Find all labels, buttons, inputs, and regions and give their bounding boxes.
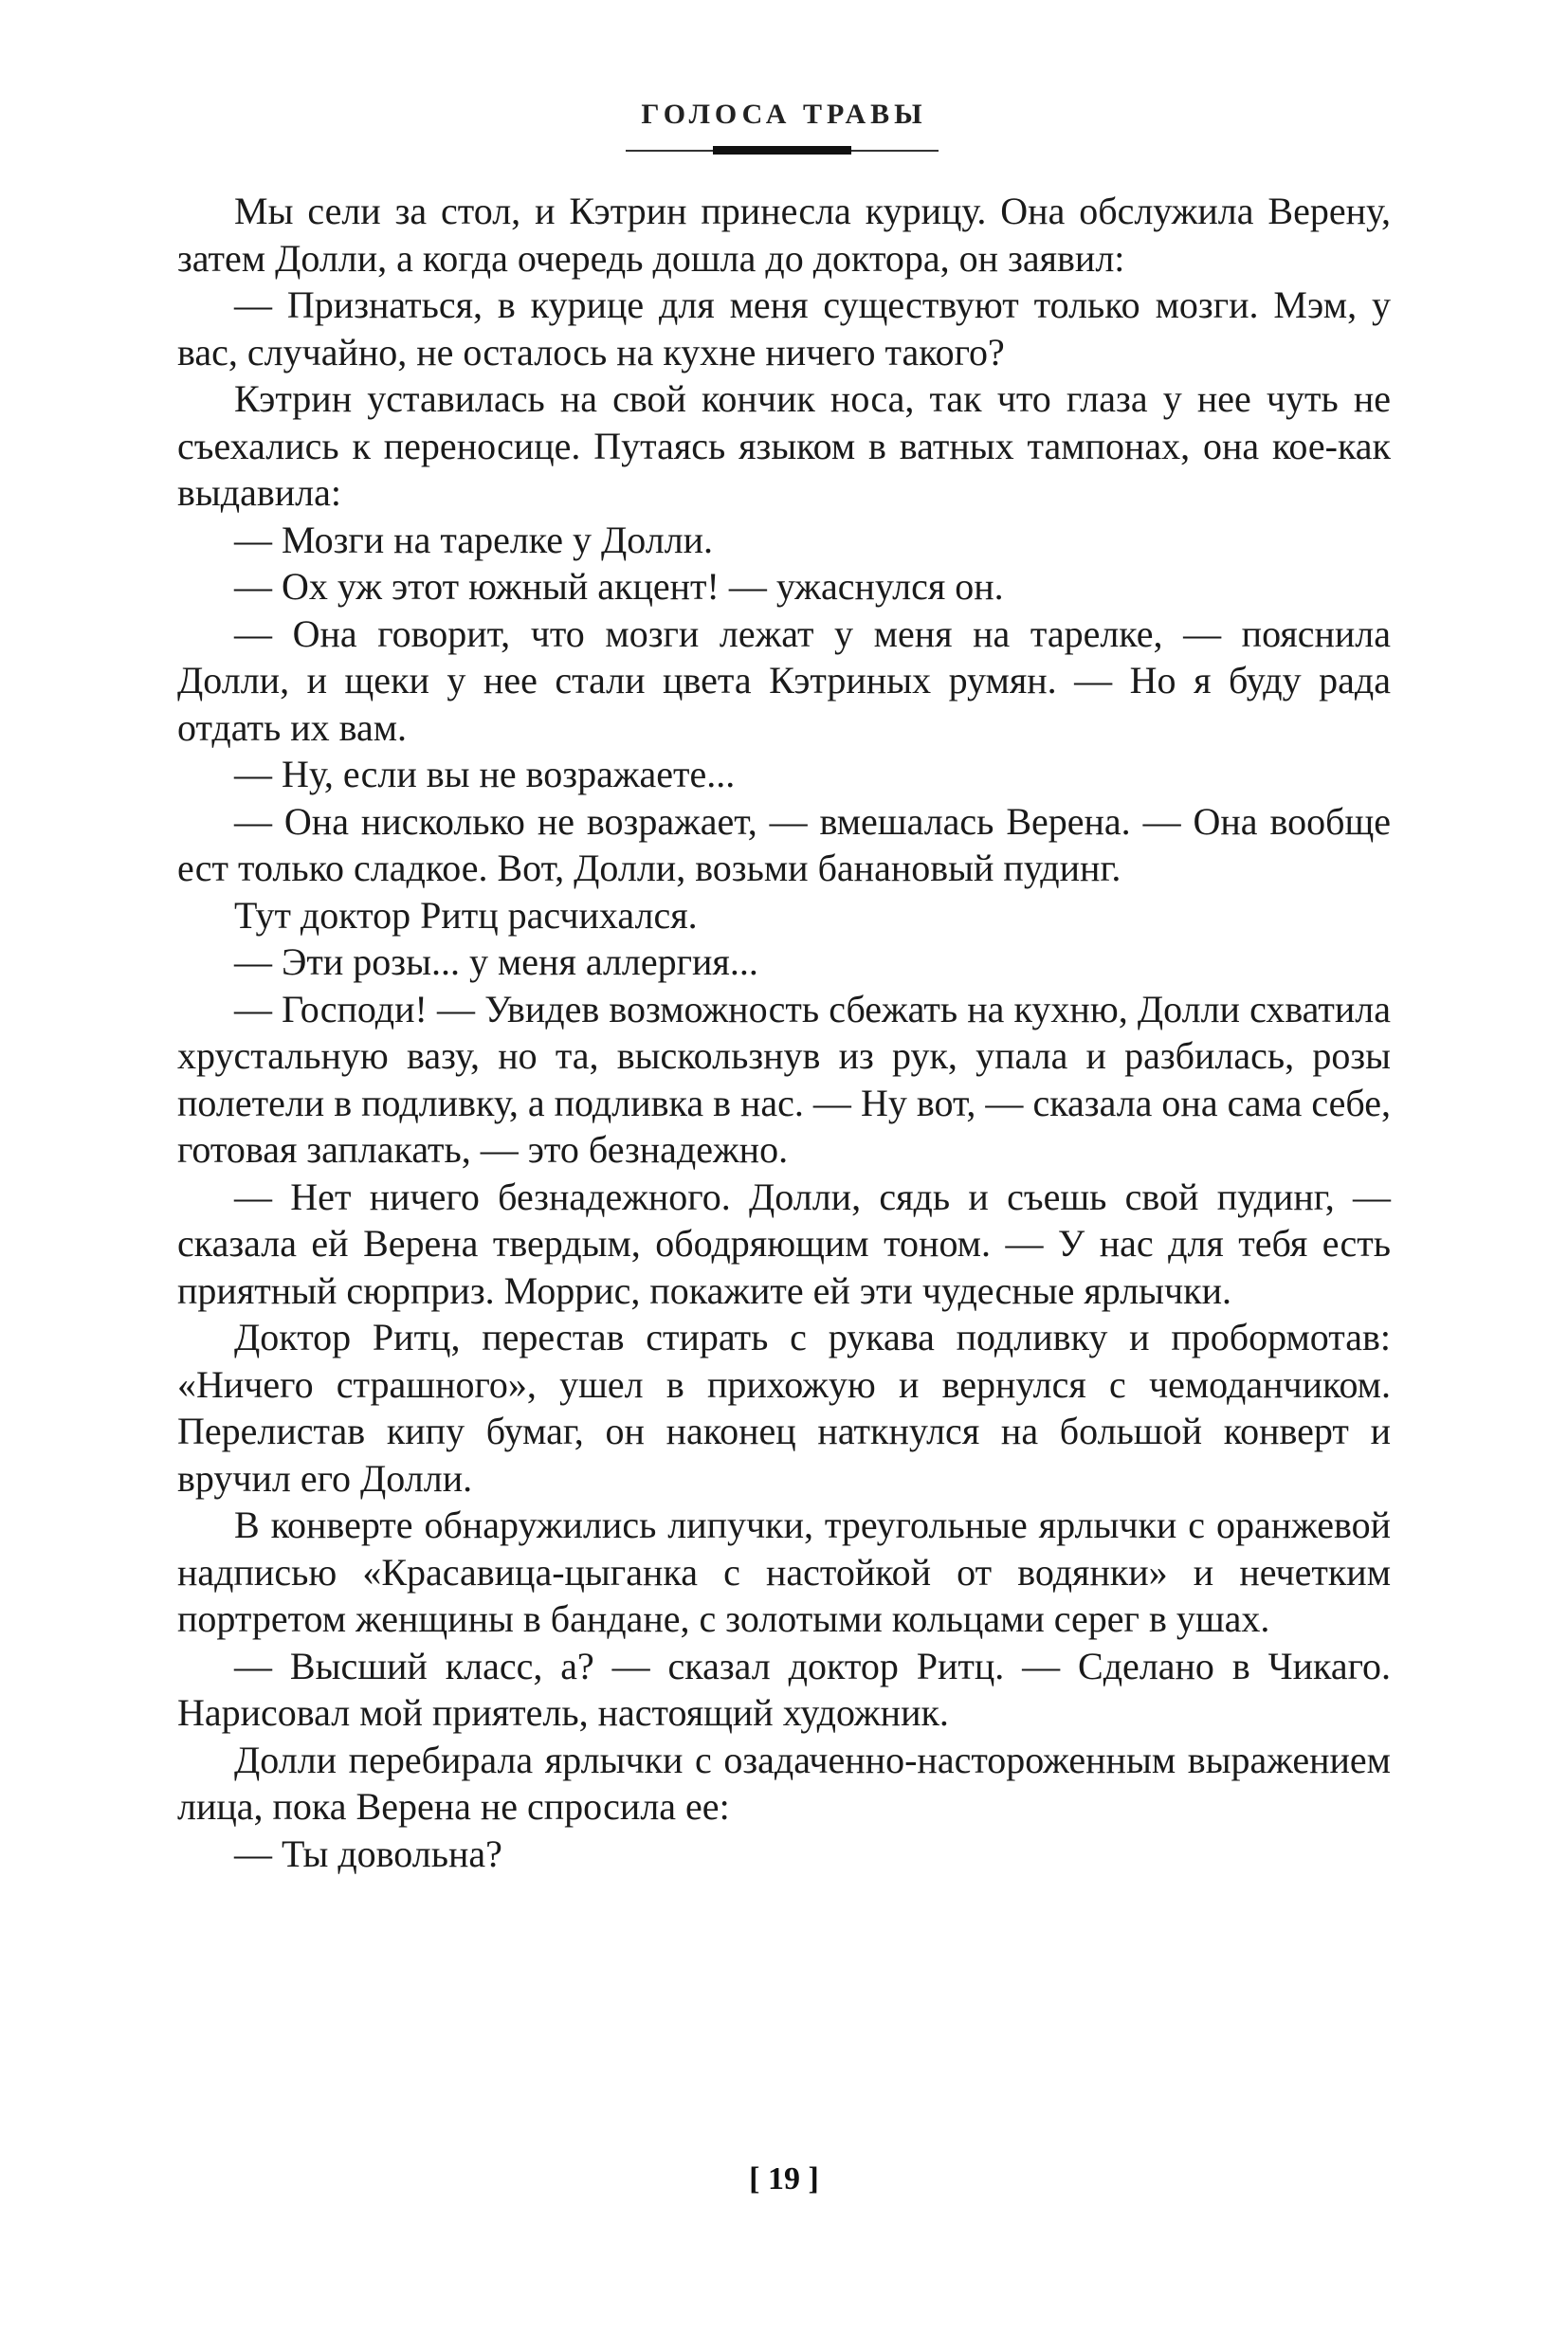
- paragraph: — Ты довольна?: [234, 1832, 502, 1875]
- paragraph: — Она нисколько не возражает, — вмешалась Верена. — Она вообще ест только сладкое. Вот, Долли, возьми банановый пудинг.: [177, 799, 1391, 889]
- body-text: [177, 188, 1391, 1877]
- header-rule-accent: [713, 146, 851, 155]
- paragraph: Кэтрин уставилась на свой кончик носа, так что глаза у нее чуть не съехались к переносице. Путаясь языком в ватных тампонах, она кое-как выдавила:: [177, 377, 1391, 514]
- paragraph: — Мозги на тарелке у Долли.: [234, 518, 714, 561]
- paragraph: Доктор Ритц, перестав стирать с рукава подливку и пробормотав: «Ничего страшного», ушел в прихожую и вернулся с чемоданчиком. Перелистав кипу бумаг, он наконец наткнулся на большой конверт и вручил его Долли.: [177, 1316, 1391, 1500]
- paragraph: — Эти розы... у меня аллергия...: [234, 940, 758, 983]
- paragraph: — Господи! — Увидев возможность сбежать на кухню, Долли схватила хрустальную вазу, но та, выскользнув из рук, упала и разбилась, розы полетели в подливку, а подливка в нас. — Ну вот, — сказала она сама себе, готовая заплакать, — это безнадежно.: [177, 987, 1391, 1171]
- paragraph: Долли перебирала ярлычки с озадаченно-настороженным выражением лица, пока Верена не спросила ее:: [177, 1738, 1391, 1828]
- paragraph: — Ну, если вы не возражаете...: [234, 753, 736, 795]
- paragraph: В конверте обнаружились липучки, треугольные ярлычки с оранжевой надписью «Красавица-цыганка с настойкой от водянки» и нечетким портретом женщины в бандане, с золотыми кольцами серег в ушах.: [177, 1504, 1391, 1640]
- paragraph: — Ох уж этот южный акцент! — ужаснулся он.: [234, 565, 1004, 608]
- paragraph: — Признаться, в курице для меня существуют только мозги. Мэм, у вас, случайно, не осталось на кухне ничего такого?: [177, 283, 1391, 374]
- paragraph: — Нет ничего безнадежного. Долли, сядь и съешь свой пудинг, — сказала ей Верена твердым, ободряющим тоном. — У нас для тебя есть приятный сюрприз. Моррис, покажите ей эти чудесные ярлычки.: [177, 1175, 1391, 1312]
- paragraph: Тут доктор Ритц расчихался.: [234, 893, 698, 937]
- page-number: [ 19 ]: [749, 2161, 819, 2196]
- paragraph: — Она говорит, что мозги лежат у меня на тарелке, — пояснила Долли, и щеки у нее стали цвета Кэтриных румян. — Но я буду рада отдать их вам.: [177, 611, 1391, 749]
- paragraph: Мы сели за стол, и Кэтрин принесла курицу. Она обслужила Верену, затем Долли, а когда очередь дошла до доктора, он заявил:: [177, 190, 1391, 280]
- running-head: ГОЛОСА ТРАВЫ: [641, 99, 927, 130]
- paragraph: — Высший класс, а? — сказал доктор Ритц. — Сделано в Чикаго. Нарисовал мой приятель, настоящий художник.: [177, 1644, 1391, 1734]
